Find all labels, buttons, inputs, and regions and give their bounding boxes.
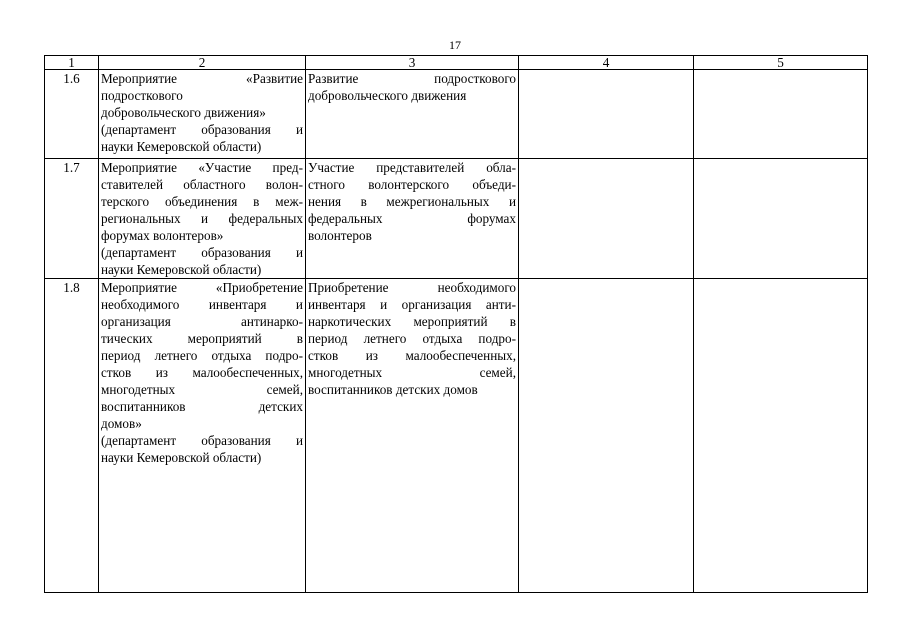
text-line: подросткового xyxy=(101,88,183,103)
header-cell: 5 xyxy=(694,56,868,70)
text-line: Участие представителей обла- xyxy=(308,160,516,175)
text-line: форумах волонтеров» xyxy=(101,228,224,243)
measure-cell xyxy=(99,159,306,279)
table-row xyxy=(45,279,868,593)
row-number: 1.6 xyxy=(45,70,99,159)
description-cell xyxy=(306,279,519,593)
text-line: волонтеров xyxy=(308,228,372,243)
row-number: 1.8 xyxy=(45,279,99,593)
text-line: воспитанников детских домов xyxy=(308,382,478,397)
text-line: период летнего отдыха подро- xyxy=(101,348,303,363)
text-line: Мероприятие «Развитие xyxy=(101,71,303,86)
text-line: (департамент образования и xyxy=(101,122,303,137)
text-line: Развитие подросткового xyxy=(308,71,516,86)
description-cell xyxy=(306,70,519,159)
header-cell: 3 xyxy=(306,56,519,70)
text-line: необходимого инвентаря и xyxy=(101,297,303,312)
empty-cell xyxy=(694,279,868,593)
header-cell: 4 xyxy=(519,56,694,70)
text-line: организация антинарко- xyxy=(101,314,303,329)
text-line: терского объединения в меж- xyxy=(101,194,303,209)
text-line: воспитанников детских xyxy=(101,399,303,414)
empty-cell xyxy=(694,159,868,279)
text-line: многодетных семей, xyxy=(308,365,516,380)
text-line: Мероприятие «Приобретение xyxy=(101,280,303,295)
text-line: тических мероприятий в xyxy=(101,331,303,346)
text-line: нения в межрегиональных и xyxy=(308,194,516,209)
page-number: 17 xyxy=(449,38,461,52)
empty-cell xyxy=(694,70,868,159)
description-cell xyxy=(306,159,519,279)
text-line: науки Кемеровской области) xyxy=(101,450,262,465)
text-line: добровольческого движения xyxy=(308,88,467,103)
text-line: (департамент образования и xyxy=(101,433,303,448)
text-line: региональных и федеральных xyxy=(101,211,303,226)
text-line: стков из малообеспеченных, xyxy=(308,348,516,363)
text-line: Приобретение необходимого xyxy=(308,280,516,295)
empty-cell xyxy=(519,70,694,159)
text-line: стного волонтерского объеди- xyxy=(308,177,516,192)
measures-table xyxy=(44,55,868,593)
text-line: домов» xyxy=(101,416,142,431)
header-cell: 1 xyxy=(45,56,99,70)
measure-cell xyxy=(99,279,306,593)
text-line: многодетных семей, xyxy=(101,382,303,397)
text-line: период летнего отдыха подро- xyxy=(308,331,516,346)
row-number: 1.7 xyxy=(45,159,99,279)
text-line: науки Кемеровской области) xyxy=(101,262,262,277)
text-line: ставителей областного волон- xyxy=(101,177,303,192)
text-line: Мероприятие «Участие пред- xyxy=(101,160,303,175)
text-line: федеральных форумах xyxy=(308,211,516,226)
text-line: стков из малообеспеченных, xyxy=(101,365,303,380)
table-row xyxy=(45,70,868,159)
table-row xyxy=(45,159,868,279)
measure-cell xyxy=(99,70,306,159)
text-line: инвентаря и организация анти- xyxy=(308,297,516,312)
text-line: добровольческого движения» xyxy=(101,105,266,120)
header-cell: 2 xyxy=(99,56,306,70)
header-row xyxy=(45,56,868,70)
text-line: науки Кемеровской области) xyxy=(101,139,262,154)
empty-cell xyxy=(519,159,694,279)
text-line: (департамент образования и xyxy=(101,245,303,260)
text-line: наркотических мероприятий в xyxy=(308,314,516,329)
empty-cell xyxy=(519,279,694,593)
